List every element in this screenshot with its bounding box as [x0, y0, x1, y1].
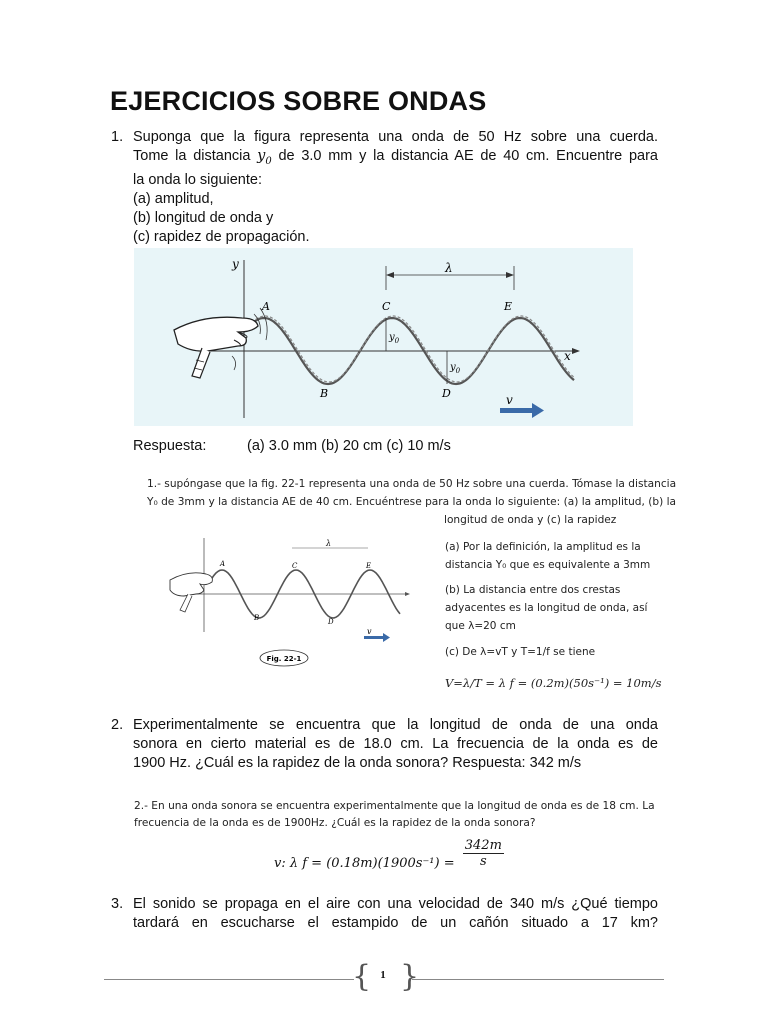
small-e-label: E [366, 562, 372, 570]
sol1-line-3: longitud de onda y (c) la rapidez [444, 514, 617, 526]
small-b-label: B [254, 614, 260, 622]
q2-line-2: sonora en cierto material es de 18.0 cm. La frecuencia de la onda es de [133, 736, 658, 752]
x-axis-arrow [572, 348, 580, 354]
sol1-part-a [445, 538, 650, 574]
question-3-text [133, 895, 658, 933]
q2-line-3: 1900 Hz. ¿Cuál es la rapidez de la onda sonora? Respuesta: 342 m/s [133, 755, 582, 771]
sol2-fraction-num: 342m [464, 838, 502, 853]
footer-rule-right [412, 979, 664, 980]
footer-brace-right: } [400, 959, 420, 994]
y-axis-label: y [232, 257, 239, 271]
sol2-formula-left: v: λ f = (0.18m)(1900s⁻¹) = [274, 856, 455, 871]
q3-line-1: El sonido se propaga en el aire con una velocidad de 340 m/s ¿Qué tiempo [133, 896, 658, 912]
footer-brace-left: { [352, 959, 372, 994]
y0-label-1: $y_0$ [389, 332, 400, 345]
rope-strand-2 [252, 316, 574, 382]
sol1-b-line-3: que λ=20 cm [445, 620, 516, 632]
question-2-text [133, 716, 658, 773]
answer-label: Respuesta: [133, 438, 207, 454]
q1-line-2b: de 3.0 mm y la distancia AE de 40 cm. Encuentre para [278, 148, 658, 164]
page-title: EJERCICIOS SOBRE ONDAS [110, 86, 487, 116]
velocity-label: v [506, 393, 513, 407]
y0-symbol [257, 148, 272, 167]
small-a-label: A [220, 560, 226, 568]
q2-line-1: Experimentalmente se encuentra que la longitud de onda de una onda [133, 717, 658, 733]
question-1-number: 1. [111, 129, 124, 145]
small-c-label: C [292, 562, 298, 570]
sol1-line-2: Y₀ de 3mm y la distancia AE de 40 cm. Encuéntrese para la onda lo siguiente: (a) la amplitud, (b) la [147, 496, 677, 508]
point-e-label: E [504, 300, 513, 313]
velocity-arrow-shaft [500, 408, 534, 413]
velocity-arrow-head [532, 403, 544, 418]
y0-sub: 0 [265, 155, 272, 167]
y0-label-2: $y_0$ [450, 362, 461, 375]
sol1-formula: V=λ/T = λ f = (0.2m)(50s⁻¹) = 10m/s [445, 676, 662, 690]
small-v-label: v [367, 627, 372, 636]
sol1-a-line-2: distancia Y₀ que es equivalente a 3mm [445, 559, 651, 571]
solution-1-figure [160, 532, 430, 672]
footer-rule-left [104, 979, 354, 980]
question-2-number: 2. [111, 717, 124, 733]
answer-text: (a) 3.0 mm (b) 20 cm (c) 10 m/s [247, 438, 451, 454]
point-c-label: C [382, 300, 391, 313]
hand-icon [174, 308, 267, 378]
point-d-label: D [442, 387, 451, 400]
sol1-b-line-2: adyacentes es la longitud de onda, así [445, 602, 648, 614]
sol1-part-b [445, 581, 647, 635]
sol2-line-2: frecuencia de la onda es de 1900Hz. ¿Cuál es la rapidez de la onda sonora? [134, 817, 536, 829]
sol1-a-line-1: (a) Por la definición, la amplitud es la [445, 541, 641, 553]
q1-line-2 [133, 147, 658, 171]
lambda-label: λ [445, 261, 453, 275]
q1-line-6: (c) rapidez de propagación. [133, 228, 310, 245]
question-3-number: 3. [111, 896, 124, 912]
sol1-b-line-1: (b) La distancia entre dos crestas [445, 584, 621, 596]
sol1-line-1: 1.- supóngase que la fig. 22-1 representa una onda de 50 Hz sobre una cuerda. Tómase la distancia [147, 478, 677, 490]
question-1-text [133, 128, 658, 247]
wave-diagram [134, 248, 633, 426]
sol1-c-line-1: (c) De λ=vT y T=1/f se tiene [445, 646, 596, 658]
q3-line-2: tardará en escucharse el estampido de un cañón situado a 17 km? [133, 915, 658, 931]
q1-line-3: la onda lo siguiente: [133, 171, 262, 188]
small-d-label: D [328, 618, 334, 626]
sol2-line-1: 2.- En una onda sonora se encuentra experimentalmente que la longitud de onda es de 18 cm. La [134, 800, 655, 812]
q1-line-4: (a) amplitud, [133, 190, 214, 207]
sol1-part-c [445, 643, 595, 661]
point-a-label: A [262, 300, 270, 313]
sol2-fraction [463, 838, 504, 869]
x-axis-label: x [564, 349, 571, 363]
page-number: 1 [380, 969, 386, 981]
small-wave-diagram [160, 532, 430, 672]
sol2-formula [274, 838, 504, 869]
q1-line-1: Suponga que la figura representa una onda de 50 Hz sobre una cuerda. [133, 129, 658, 145]
point-b-label: B [320, 387, 329, 400]
y0-y: y [257, 148, 266, 164]
q1-line-5: (b) longitud de onda y [133, 209, 274, 226]
small-lambda-label: λ [326, 539, 332, 548]
wave-figure [134, 248, 633, 426]
q1-line-2a: Tome la distancia [133, 148, 251, 164]
sol2-fraction-den: s [480, 854, 487, 869]
fig-caption: Fig. 22-1 [266, 655, 302, 663]
small-hand-icon [170, 573, 212, 596]
